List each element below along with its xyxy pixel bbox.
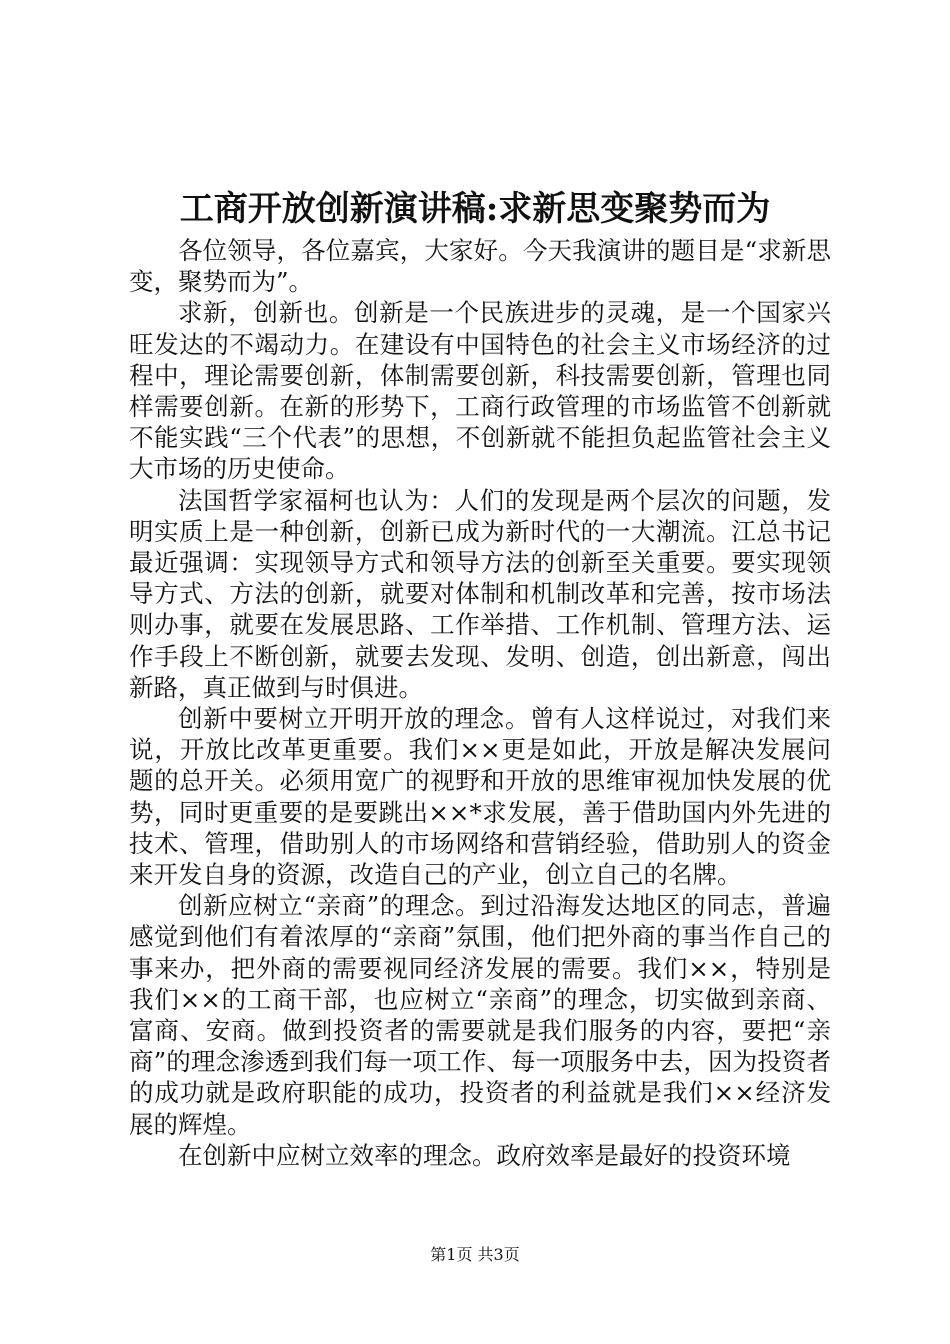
paragraph-2: 求新，创新也。创新是一个民族进步的灵魂，是一个国家兴旺发达的不竭动力。在建设有中国特色的社会主义市场经济的过程中，理论需要创新，体制需要创新，科技需要创新，管理也同样需要创新。在新的形势下，工商行政管理的市场监管不创新就不能实践“三个代表”的思想，不创新就不能担负起监管社会主义大市场的历史使命。 — [129, 298, 831, 484]
paragraph-3: 法国哲学家福柯也认为：人们的发现是两个层次的问题，发明实质上是一种创新，创新已成为新时代的一大潮流。江总书记最近强调：实现领导方式和领导方法的创新至关重要。要实现领导方式、方法的创新，就要对体制和机制改革和完善，按市场法则办事，就要在发展思路、工作举措、工作机制、管理方法、运作手段上不断创新，就要去发现、发明、创造，创出新意，闯出新路，真正做到与时俱进。 — [129, 485, 831, 702]
paragraph-4: 创新中要树立开明开放的理念。曾有人这样说过，对我们来说，开放比改革更重要。我们××更是如此，开放是解决发展问题的总开关。必须用宽广的视野和开放的思维审视加快发展的优势，同时更重要的是要跳出××*求发展，善于借助国内外先进的技术、管理，借助别人的市场网络和营销经验，借助别人的资金来开发自身的资源，改造自己的产业，创立自己的名牌。 — [129, 704, 831, 890]
paragraph-1: 各位领导，各位嘉宾，大家好。今天我演讲的题目是“求新思变，聚势而为”。 — [129, 236, 831, 297]
document-body — [129, 235, 831, 1171]
page-number-footer: 第1页 共3页 — [430, 1245, 520, 1264]
paragraph-6: 在创新中应树立效率的理念。政府效率是最好的投资环境 — [178, 1140, 791, 1170]
paragraph-5: 创新应树立“亲商”的理念。到过沿海发达地区的同志，普遍感觉到他们有着浓厚的“亲商”氛围，他们把外商的事当作自己的事来办，把外商的需要视同经济发展的需要。我们××，特别是我们××的工商干部，也应树立“亲商”的理念，切实做到亲商、富商、安商。做到投资者的需要就是我们服务的内容，要把“亲商”的理念渗透到我们每一项工作、每一项服务中去，因为投资者的成功就是政府职能的成功，投资者的利益就是我们××经济发展的辉煌。 — [129, 891, 831, 1139]
document-title: 工商开放创新演讲稿:求新思变聚势而为 — [179, 189, 771, 229]
